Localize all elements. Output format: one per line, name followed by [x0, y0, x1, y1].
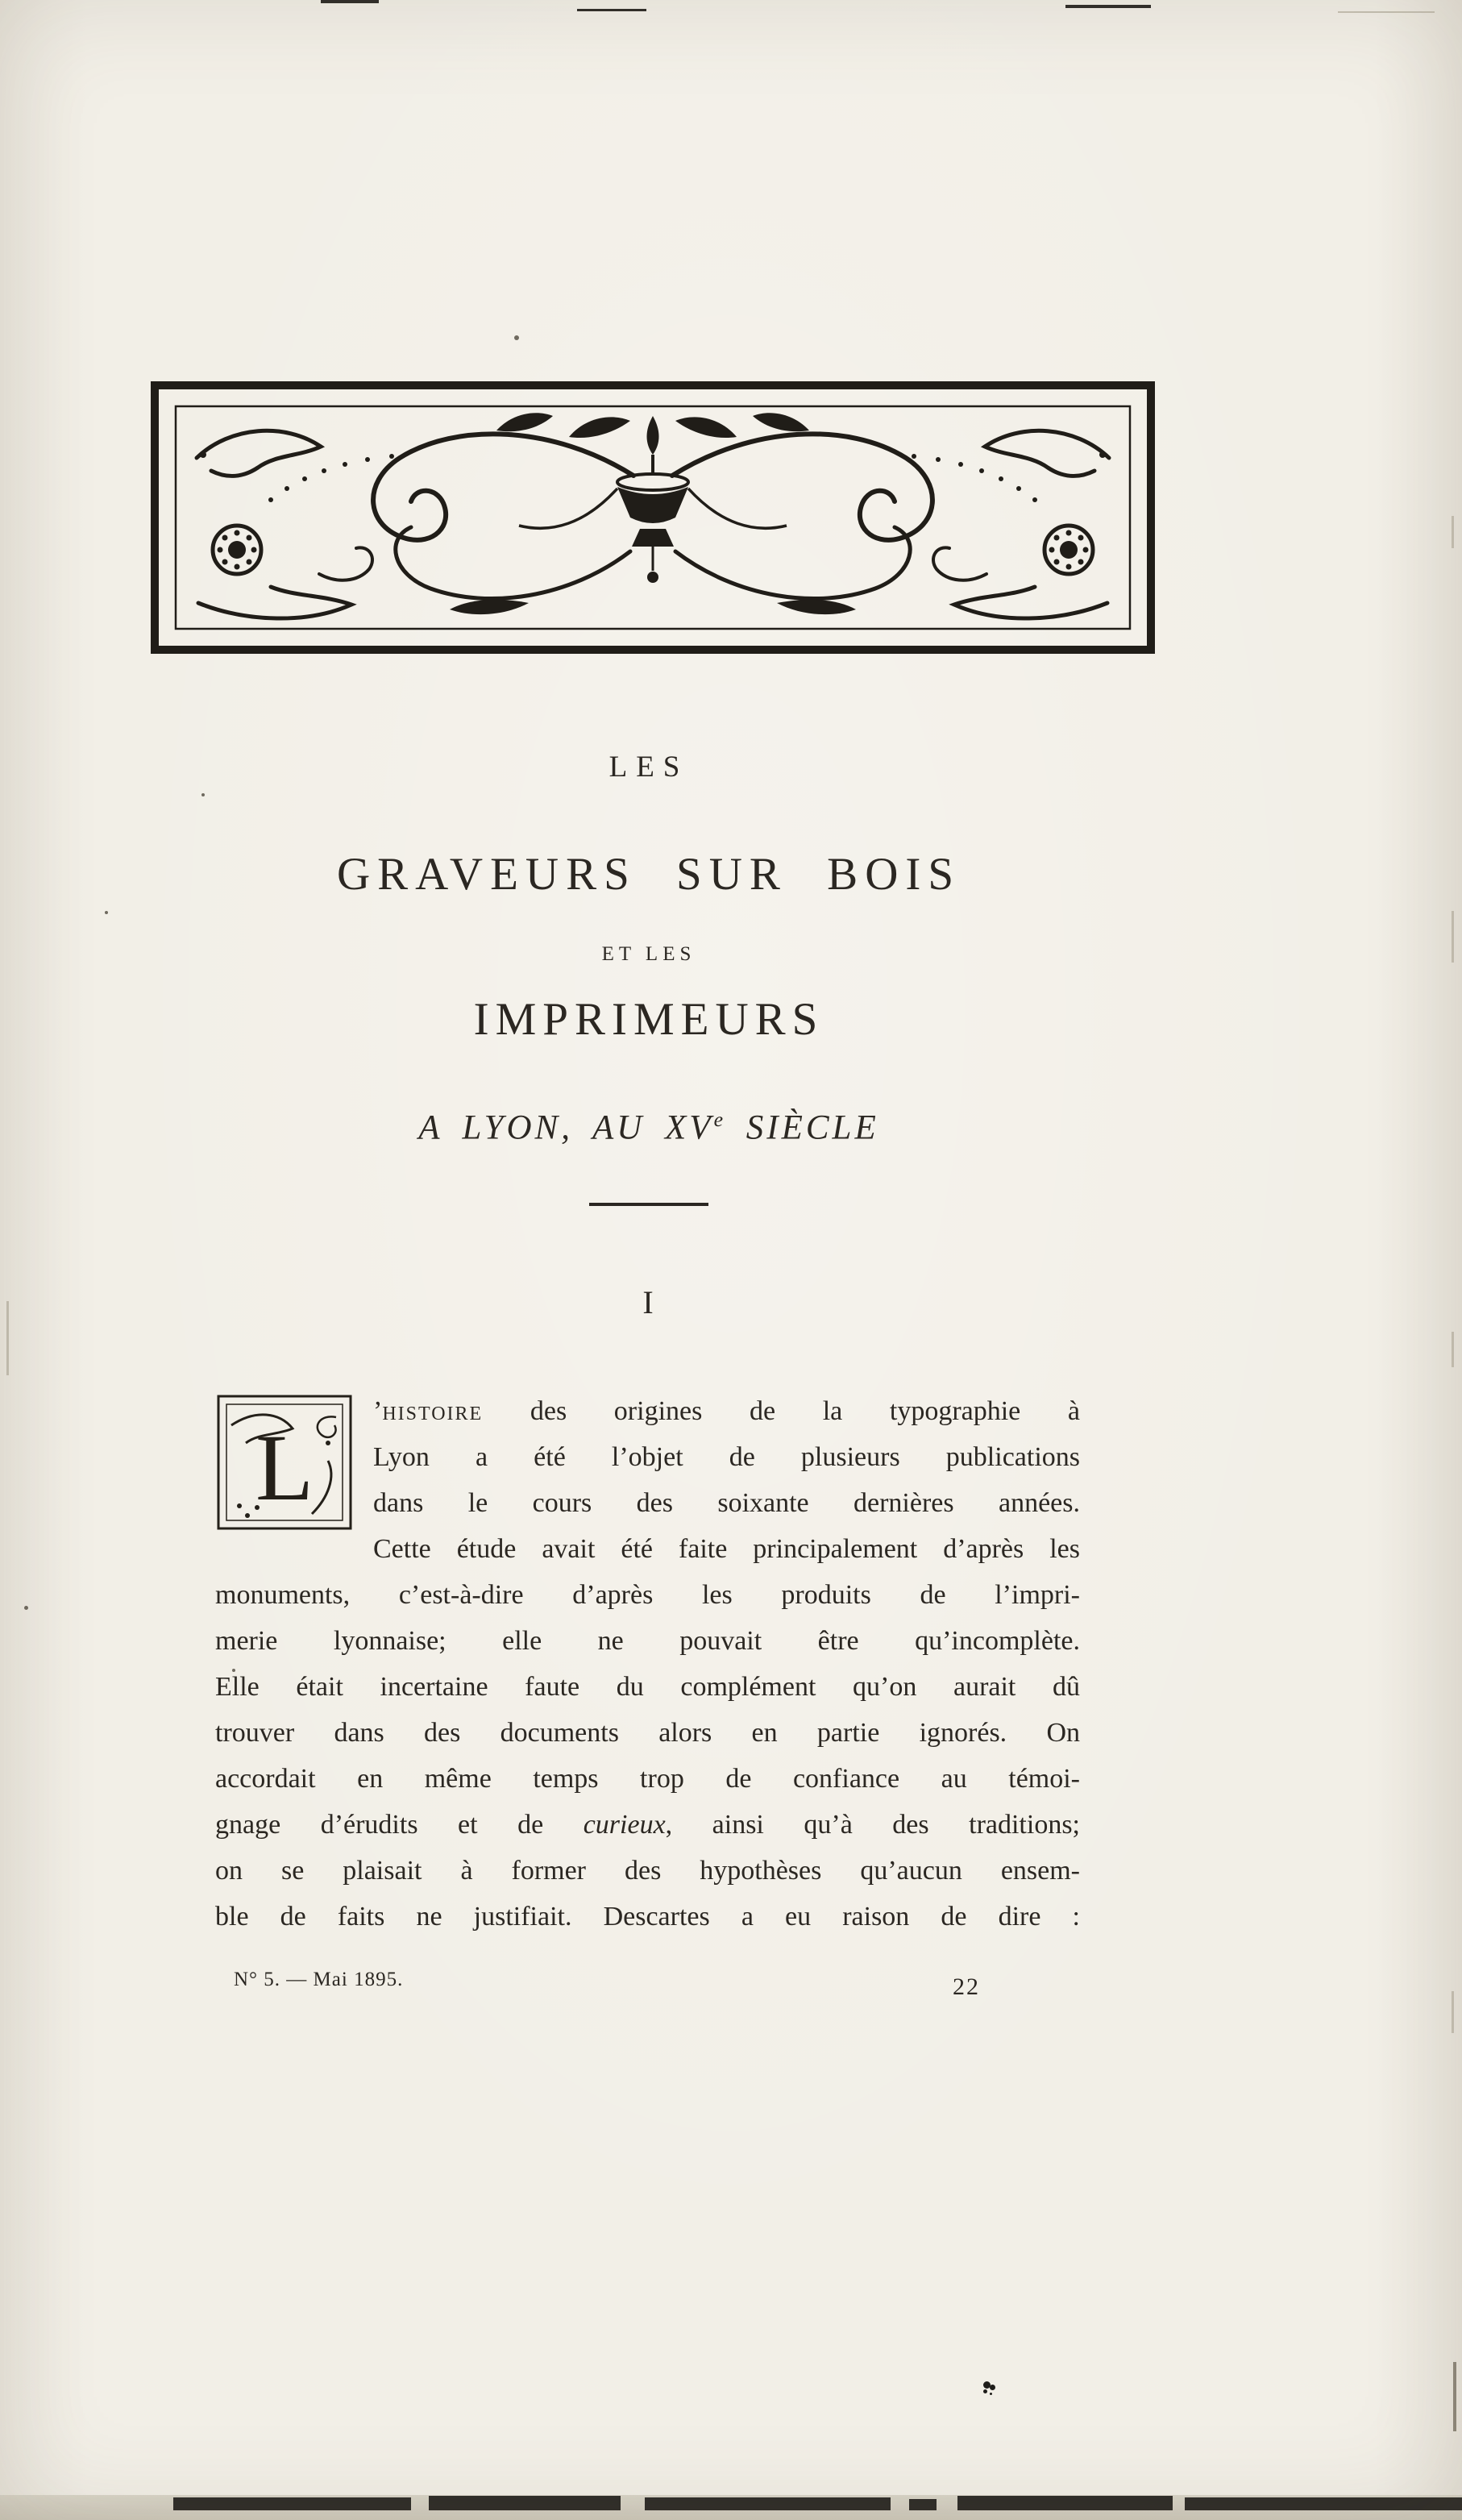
scan-artifact-top-dash [1338, 11, 1435, 13]
scan-artifact-edge-tick [1453, 2362, 1456, 2431]
body-text-line: gnage d’érudits et de curieux, ainsi qu’à des traditions; [215, 1810, 1080, 1840]
title-rule [589, 1203, 708, 1206]
scan-artifact-top-dash [577, 9, 646, 11]
scan-bottom-dash [957, 2496, 1173, 2510]
body-text-line: Cette étude avait été faite principalement d’après les [373, 1534, 1080, 1564]
dropcap-initial [215, 1393, 354, 1532]
title-subtitle [133, 1108, 1165, 1147]
scan-speck [514, 335, 519, 340]
body-text-line: dans le cours des soixante dernières années. [373, 1488, 1080, 1518]
subtitle-suffix: SIÈCLE [726, 1108, 879, 1147]
scan-artifact-edge-tick [1452, 1332, 1454, 1367]
body-text-line: Lyon a été l’objet de plusieurs publications [373, 1442, 1080, 1472]
scan-artifact-edge-tick [6, 1301, 9, 1375]
scan-artifact-top-dash [1065, 5, 1151, 8]
scan-bottom-dash [173, 2497, 411, 2510]
scan-artifact-edge-tick [1452, 911, 1454, 963]
subtitle-superscript: e [713, 1108, 727, 1131]
body-text-line: accordait en même temps trop de confiance au témoi- [215, 1764, 1080, 1794]
scan-speck [201, 793, 205, 796]
body-text-line: merie lyonnaise; elle ne pouvait être qu’incomplète. [215, 1626, 1080, 1656]
page-number: 22 [953, 1973, 980, 2000]
body-text-line: monuments, c’est-à-dire d’après les produits de l’impri- [215, 1580, 1080, 1610]
scan-bottom-dash [429, 2496, 621, 2510]
footer-issue-label: N° 5. — Mai 1895. [234, 1969, 404, 1990]
dropcap-letter: L [255, 1415, 314, 1520]
section-numeral: I [642, 1284, 655, 1320]
fleuron-mark [983, 2381, 991, 2389]
body-text-line: ’histoire des origines de la typographie à [373, 1396, 1080, 1426]
scan-artifact-edge-tick [1452, 1991, 1454, 2033]
scan-artifact-top-dash [321, 0, 379, 3]
subtitle-prefix: A LYON, AU XV [418, 1108, 714, 1147]
body-text-line: ble de faits ne justifiait. Descartes a eu raison de dire : [215, 1902, 1080, 1932]
body-text-line: Elle était incertaine faute du complément qu’on aurait dû [215, 1672, 1080, 1702]
scan-bottom-dash [909, 2499, 937, 2510]
body-text-line: on se plaisait à former des hypothèses qu’aucun ensem- [215, 1856, 1080, 1886]
body-paragraph [215, 1388, 1080, 1940]
scan-bottom-dash [1185, 2497, 1462, 2510]
scan-speck [24, 1606, 28, 1610]
body-text-line: trouver dans des documents alors en partie ignorés. On [215, 1718, 1080, 1748]
title-connector: ET LES [601, 943, 696, 965]
title-line2: IMPRIMEURS [473, 994, 824, 1045]
title-line1: GRAVEURS SUR BOIS [336, 849, 962, 900]
scan-bottom-dash [645, 2497, 891, 2510]
scan-speck [105, 911, 108, 914]
headpiece-ornament [150, 380, 1156, 655]
scan-artifact-edge-tick [1452, 516, 1454, 548]
scan-speck [232, 1669, 235, 1672]
title-kicker: LES [608, 751, 689, 784]
